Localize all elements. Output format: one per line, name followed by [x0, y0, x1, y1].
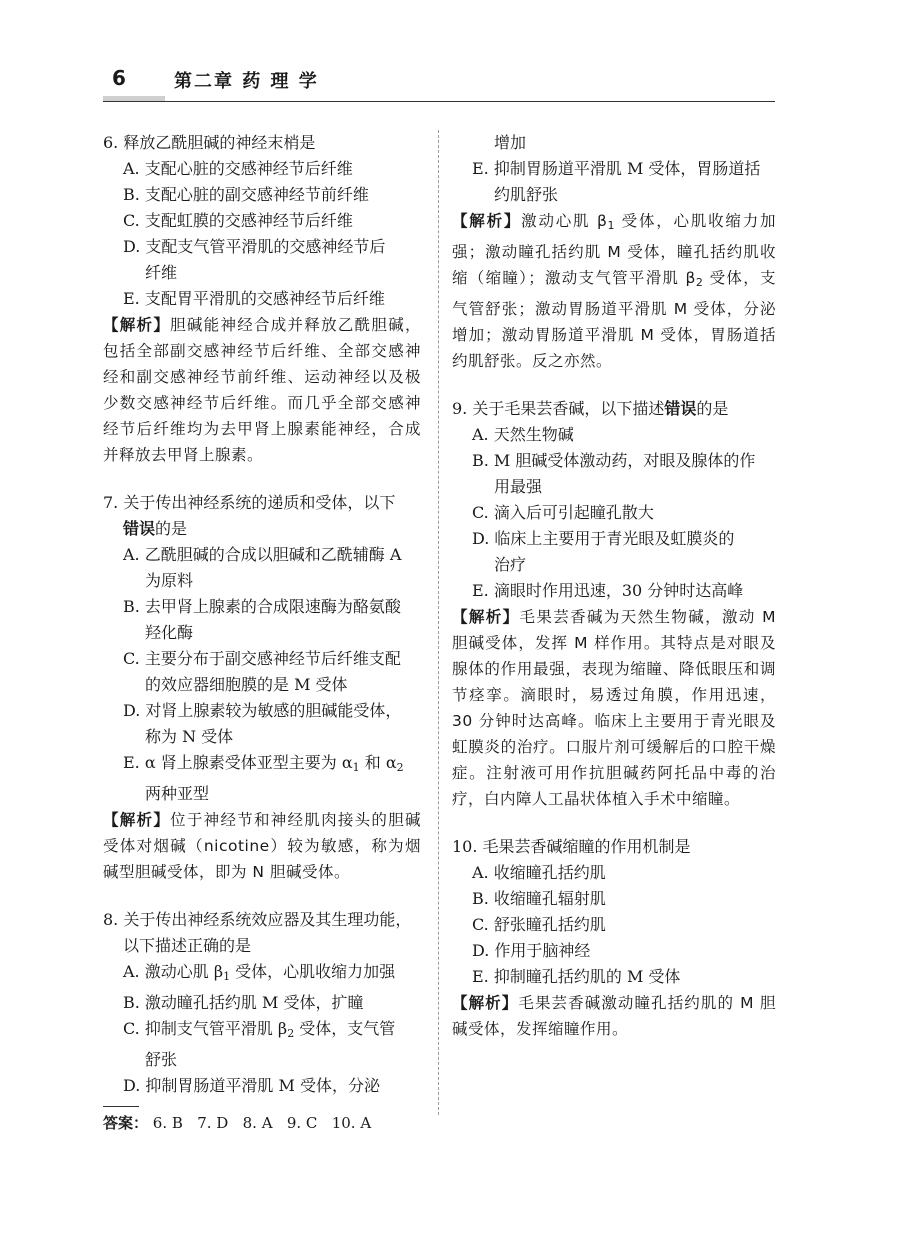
option-a-text: A. 激动心肌 β [123, 962, 224, 981]
question-7 [103, 490, 421, 885]
stem-text: 7. 关于传出神经系统的递质和受体，以下 [103, 493, 396, 512]
option-e: E. 抑制瞳孔括约肌的 M 受体 [472, 967, 681, 986]
option-b: B. 去甲肾上腺素的合成限速酶为酪氨酸 [123, 597, 401, 616]
explanation [452, 208, 776, 374]
stem-keyword-error: 错误 [123, 519, 156, 538]
option-d-cont: 治疗 [494, 555, 527, 574]
explanation-text: 激动心肌 β [521, 212, 608, 230]
option-a-text-rest: 受体，心肌收缩力加强 [230, 962, 396, 981]
option-c [103, 1016, 421, 1047]
question-stem: 6. 释放乙酰胆碱的神经末梢是 [103, 133, 316, 152]
explanation [103, 312, 421, 468]
option-d: D. 临床上主要用于青光眼及虹膜炎的 [472, 529, 735, 548]
option-c-text-rest: 受体，支气管 [294, 1019, 396, 1038]
subscript: 1 [607, 219, 615, 232]
explanation-text: 毛果芸香碱为天然生物碱，激动 M 胆碱受体，发挥 M 样作用。其特点是对眼及腺体的作用最强，表现为缩瞳、降低眼压和调节痉挛。滴眼时，易透过角膜，作用迅速，30 分钟时达高峰。临床上主要用于青光眼及虹膜炎的治疗。口服片剂可缓解后的口腔干燥症。注射液可用作抗胆碱药阿托品中毒的治疗，白内障人工晶状体植入手术中缩瞳。 [452, 608, 776, 808]
option-e-cont: 两种亚型 [145, 784, 210, 803]
option-e-cont: 约肌舒张 [494, 185, 559, 204]
option-e-text-mid: 和 α [359, 753, 397, 772]
subscript: 2 [287, 1027, 295, 1040]
option-d: D. 支配支气管平滑肌的交感神经节后 [123, 237, 386, 256]
option-a: A. 天然生物碱 [472, 425, 574, 444]
question-8 [103, 907, 421, 1099]
right-column [452, 130, 776, 1042]
option-c: C. 主要分布于副交感神经节后纤维支配 [123, 649, 401, 668]
explanation [452, 990, 776, 1042]
option-a: A. 乙酰胆碱的合成以胆碱和乙酰辅酶 A [123, 545, 402, 564]
option-d: D. 作用于脑神经 [472, 941, 591, 960]
answers [103, 1112, 371, 1133]
question-stem [103, 490, 421, 542]
answers-rule [103, 1106, 139, 1107]
question-stem: 10. 毛果芸香碱缩瞳的作用机制是 [452, 837, 691, 856]
stem-text-rest: 的是 [696, 399, 729, 418]
question-10 [452, 834, 776, 1042]
option-c-cont: 舒张 [145, 1050, 178, 1069]
header-rule [103, 101, 775, 102]
answers-text: 6. B 7. D 8. A 9. C 10. A [152, 1114, 372, 1132]
option-a [103, 959, 421, 990]
option-d-cont: 纤维 [145, 263, 178, 282]
question-stem: 8. 关于传出神经系统效应器及其生理功能，以下描述正确的是 [103, 910, 412, 955]
option-c: C. 舒张瞳孔括约肌 [472, 915, 606, 934]
explanation-tag: 【解析】 [103, 811, 171, 829]
column-separator [438, 130, 439, 1115]
subscript: 1 [223, 970, 231, 983]
explanation-text: 胆碱能神经合成并释放乙酰胆碱，包括全部副交感神经节后纤维、全部交感神经和副交感神经节前纤维、运动神经以及极少数交感神经节后纤维。而几乎全部交感神经节后纤维均为去甲肾上腺素能神经，合成并释放去甲肾上腺素。 [103, 316, 421, 464]
explanation [103, 807, 421, 885]
explanation-tag: 【解析】 [452, 994, 519, 1012]
option-e: E. 滴眼时作用迅速，30 分钟时达高峰 [472, 581, 744, 600]
explanation-text: 位于神经节和神经肌肉接头的胆碱受体对烟碱（nicotine）较为敏感，称为烟碱型胆碱受体，即为 N 胆碱受体。 [103, 811, 421, 881]
explanation-tag: 【解析】 [103, 316, 171, 334]
option-a: A. 收缩瞳孔括约肌 [472, 863, 606, 882]
subscript: 1 [352, 761, 360, 774]
stem-text-rest: 的是 [155, 519, 188, 538]
question-6 [103, 130, 421, 468]
option-c: C. 滴入后可引起瞳孔散大 [472, 503, 654, 522]
option-e: E. 支配胃平滑肌的交感神经节后纤维 [123, 289, 385, 308]
subscript: 2 [695, 276, 704, 289]
page-number: 6 [112, 66, 126, 90]
option-d: D. 对肾上腺素较为敏感的胆碱能受体， [123, 701, 402, 720]
option-c: C. 支配虹膜的交感神经节后纤维 [123, 211, 353, 230]
option-b-cont: 羟化酶 [145, 623, 194, 642]
option-b: B. 激动瞳孔括约肌 M 受体，扩瞳 [123, 993, 364, 1012]
option-b: B. M 胆碱受体激动药，对眼及腺体的作 [472, 451, 756, 470]
option-d-cont: 增加 [494, 133, 527, 152]
answers-label: 答案： [103, 1114, 149, 1132]
option-c-text: C. 抑制支气管平滑肌 β [123, 1019, 288, 1038]
option-d: D. 抑制胃肠道平滑肌 M 受体，分泌 [123, 1076, 380, 1095]
left-column [103, 130, 421, 1099]
option-e [103, 750, 421, 781]
option-b: B. 收缩瞳孔辐射肌 [472, 889, 606, 908]
option-c-cont: 的效应器细胞膜的是 M 受体 [145, 675, 348, 694]
explanation-text: 受体，支气管舒张；激动胃肠道平滑肌 M 受体，分泌增加；激动胃肠道平滑肌 M 受体，胃肠道括约肌舒张。反之亦然。 [452, 269, 776, 370]
chapter-title: 第二章 药 理 学 [174, 71, 319, 92]
explanation [452, 604, 776, 812]
stem-text: 9. 关于毛果芸香碱，以下描述 [452, 399, 665, 418]
question-8-continued [452, 130, 776, 374]
option-b: B. 支配心脏的副交感神经节前纤维 [123, 185, 369, 204]
option-d-cont: 称为 N 受体 [145, 727, 234, 746]
explanation-text: 毛果芸香碱激动瞳孔括约肌的 M 胆碱受体，发挥缩瞳作用。 [452, 994, 776, 1038]
option-a-cont: 为原料 [145, 571, 194, 590]
stem-keyword-error: 错误 [664, 399, 697, 418]
subscript: 2 [396, 761, 404, 774]
option-a: A. 支配心脏的交感神经节后纤维 [123, 159, 353, 178]
option-e: E. 抑制胃肠道平滑肌 M 受体，胃肠道括 [472, 159, 761, 178]
option-e-text: E. α 肾上腺素受体亚型主要为 α [123, 753, 353, 772]
question-stem [452, 396, 776, 422]
explanation-tag: 【解析】 [452, 608, 520, 626]
option-b-cont: 用最强 [494, 477, 543, 496]
question-9 [452, 396, 776, 812]
explanation-text: 受体，心肌收缩力加强；激动瞳孔括约肌 M 受体，瞳孔括约肌收缩（缩瞳）；激动支气管平滑肌 β [452, 212, 776, 287]
explanation-tag: 【解析】 [452, 212, 522, 230]
